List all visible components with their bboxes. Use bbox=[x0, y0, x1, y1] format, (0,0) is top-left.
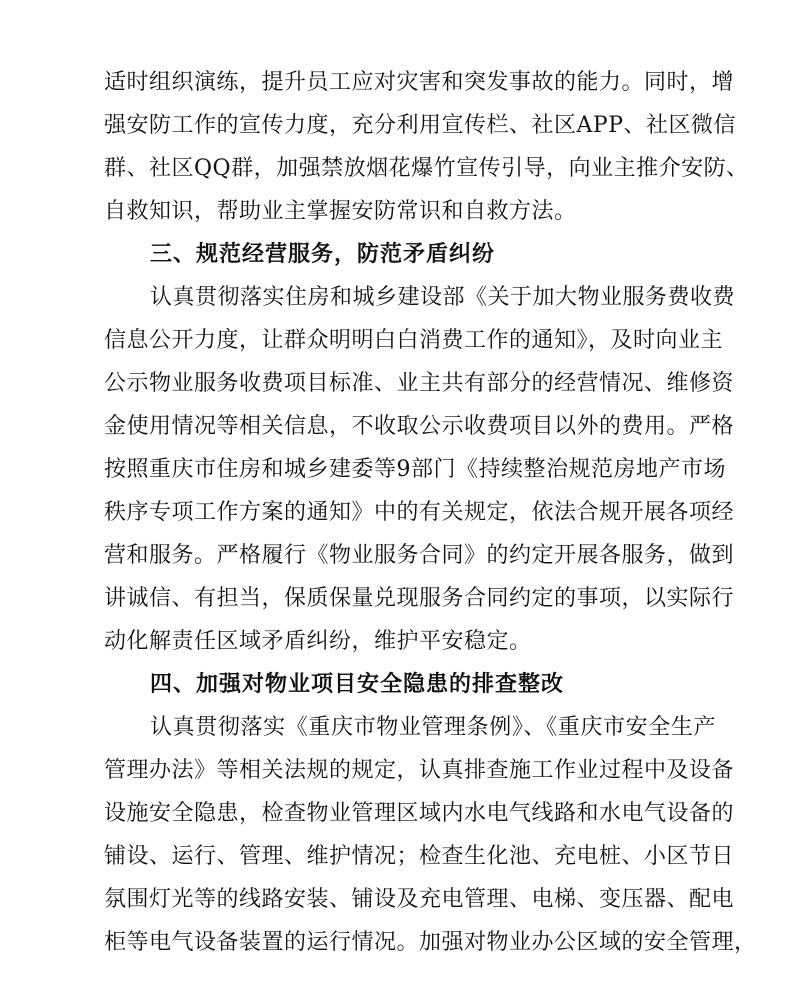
paragraph-line: 铺设、运行、管理、维护情况；检查生化池、充电桩、小区节日 bbox=[104, 844, 735, 869]
paragraph-line: 认真贯彻落实《重庆市物业管理条例》、《重庆市安全生产 bbox=[150, 715, 716, 740]
paragraph-line: 按照重庆市住房和城乡建委等9部门《持续整治规范房地产市场 bbox=[104, 457, 726, 482]
section-heading-four: 四、加强对物业项目安全隐患的排查整改 bbox=[150, 672, 565, 697]
section-heading-three: 三、规范经营服务，防范矛盾纠纷 bbox=[150, 242, 496, 267]
paragraph-line: 柜等电气设备装置的运行情况。加强对物业办公区域的安全管理， bbox=[104, 930, 757, 955]
paragraph-line: 讲诚信、有担当，保质保量兑现服务合同约定的事项，以实际行 bbox=[104, 586, 735, 611]
paragraph-line: 管理办法》等相关法规的规定，认真排查施工作业过程中及设备 bbox=[104, 758, 735, 783]
paragraph-line: 群、社区QQ群，加强禁放烟花爆竹宣传引导，向业主推介安防、 bbox=[104, 156, 749, 181]
paragraph-line: 秩序专项工作方案的通知》中的有关规定，依法合规开展各项经 bbox=[104, 500, 735, 525]
paragraph-line: 设施安全隐患，检查物业管理区域内水电气线路和水电气设备的 bbox=[104, 801, 735, 826]
paragraph-line: 氛围灯光等的线路安装、铺设及充电管理、电梯、变压器、配电 bbox=[104, 887, 735, 912]
paragraph-line: 金使用情况等相关信息，不收取公示收费项目以外的费用。严格 bbox=[104, 414, 735, 439]
paragraph-line: 认真贯彻落实住房和城乡建设部《关于加大物业服务费收费 bbox=[150, 285, 736, 310]
paragraph-line: 动化解责任区域矛盾纠纷，维护平安稳定。 bbox=[104, 629, 532, 654]
paragraph-line: 自救知识，帮助业主掌握安防常识和自救方法。 bbox=[104, 199, 577, 224]
paragraph-line: 适时组织演练，提升员工应对灾害和突发事故的能力。同时，增 bbox=[104, 70, 735, 95]
paragraph-line: 信息公开力度，让群众明明白白消费工作的通知》，及时向业主 bbox=[104, 328, 724, 353]
paragraph-line: 强安防工作的宣传力度，充分利用宣传栏、社区APP、社区微信 bbox=[104, 113, 736, 138]
paragraph-line: 营和服务。严格履行《物业服务合同》的约定开展各服务，做到 bbox=[104, 543, 735, 568]
paragraph-line: 公示物业服务收费项目标准、业主共有部分的经营情况、维修资 bbox=[104, 371, 735, 396]
